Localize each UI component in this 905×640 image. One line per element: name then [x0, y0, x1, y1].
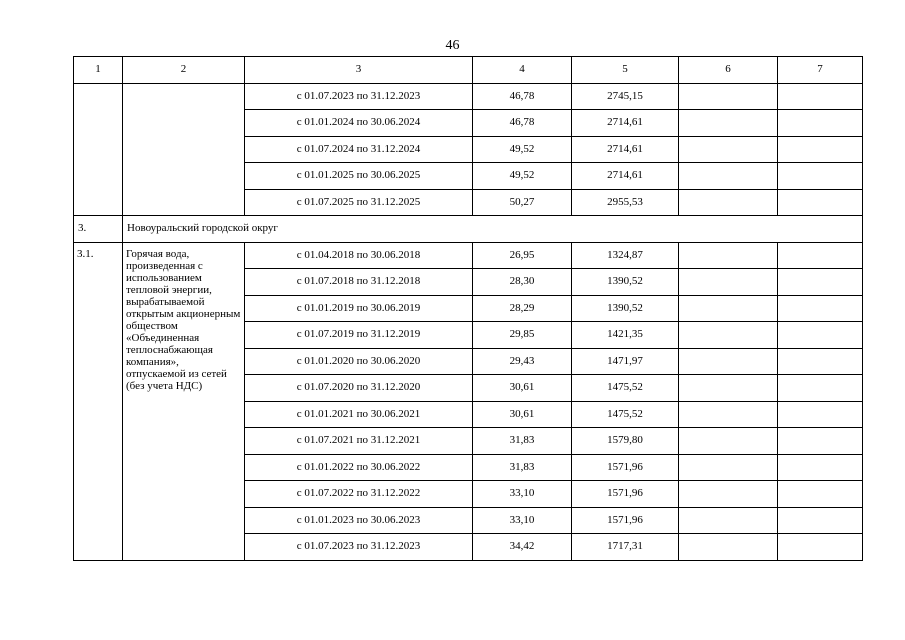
value-cell: 1475,52	[572, 375, 679, 402]
period-cell: с 01.01.2025 по 30.06.2025	[245, 163, 473, 190]
empty-cell	[778, 242, 863, 269]
empty-cell	[778, 269, 863, 296]
empty-cell	[778, 163, 863, 190]
empty-cell	[778, 110, 863, 137]
empty-cell	[679, 401, 778, 428]
table-row	[74, 83, 863, 110]
empty-cell	[679, 348, 778, 375]
empty-cell	[778, 295, 863, 322]
period-cell: с 01.07.2025 по 31.12.2025	[245, 189, 473, 216]
item-description: Горячая вода, произведенная с использованием тепловой энергии, вырабатываемой открытым акционерным обществом «Объединенная теплоснабжающая компания», отпускаемой из сетей (без учета НДС)	[123, 242, 245, 560]
empty-cell	[679, 163, 778, 190]
empty-cell	[778, 375, 863, 402]
value-cell: 34,42	[473, 534, 572, 561]
period-cell: с 01.01.2020 по 30.06.2020	[245, 348, 473, 375]
value-cell: 50,27	[473, 189, 572, 216]
period-cell: с 01.07.2018 по 31.12.2018	[245, 269, 473, 296]
value-cell: 1571,96	[572, 481, 679, 508]
value-cell: 29,85	[473, 322, 572, 349]
empty-cell	[778, 507, 863, 534]
tariff-table	[73, 56, 863, 561]
period-cell: с 01.07.2021 по 31.12.2021	[245, 428, 473, 455]
header-cell: 5	[572, 57, 679, 84]
empty-cell	[679, 534, 778, 561]
value-cell: 1571,96	[572, 507, 679, 534]
empty-cell	[679, 295, 778, 322]
empty-cell	[679, 110, 778, 137]
period-cell: с 01.07.2020 по 31.12.2020	[245, 375, 473, 402]
section-row	[74, 216, 863, 243]
header-cell: 1	[74, 57, 123, 84]
header-cell: 3	[245, 57, 473, 84]
value-cell: 46,78	[473, 110, 572, 137]
item-number: 3.1.	[74, 242, 123, 560]
period-cell: с 01.07.2023 по 31.12.2023	[245, 83, 473, 110]
empty-cell	[778, 189, 863, 216]
empty-cell	[778, 83, 863, 110]
period-cell: с 01.07.2019 по 31.12.2019	[245, 322, 473, 349]
section-title: Новоуральский городской округ	[123, 216, 863, 243]
value-cell: 1390,52	[572, 269, 679, 296]
value-cell: 1471,97	[572, 348, 679, 375]
value-cell: 33,10	[473, 507, 572, 534]
value-cell: 31,83	[473, 454, 572, 481]
empty-cell	[778, 454, 863, 481]
value-cell: 1324,87	[572, 242, 679, 269]
value-cell: 26,95	[473, 242, 572, 269]
value-cell: 28,30	[473, 269, 572, 296]
value-cell: 33,10	[473, 481, 572, 508]
page-number: 46	[445, 38, 460, 53]
empty-cell	[679, 454, 778, 481]
header-cell: 6	[679, 57, 778, 84]
empty-cell	[679, 269, 778, 296]
value-cell: 30,61	[473, 401, 572, 428]
period-cell: с 01.01.2023 по 30.06.2023	[245, 507, 473, 534]
number-cell	[74, 83, 123, 216]
empty-cell	[679, 375, 778, 402]
empty-cell	[778, 136, 863, 163]
value-cell: 2955,53	[572, 189, 679, 216]
header-cell: 2	[123, 57, 245, 84]
empty-cell	[679, 507, 778, 534]
period-cell: с 01.07.2023 по 31.12.2023	[245, 534, 473, 561]
value-cell: 31,83	[473, 428, 572, 455]
value-cell: 1571,96	[572, 454, 679, 481]
value-cell: 1717,31	[572, 534, 679, 561]
empty-cell	[679, 136, 778, 163]
empty-cell	[778, 401, 863, 428]
header-cell: 4	[473, 57, 572, 84]
period-cell: с 01.04.2018 по 30.06.2018	[245, 242, 473, 269]
value-cell: 2714,61	[572, 163, 679, 190]
value-cell: 1579,80	[572, 428, 679, 455]
header-cell: 7	[778, 57, 863, 84]
period-cell: с 01.01.2022 по 30.06.2022	[245, 454, 473, 481]
empty-cell	[778, 428, 863, 455]
empty-cell	[679, 481, 778, 508]
period-cell: с 01.01.2021 по 30.06.2021	[245, 401, 473, 428]
value-cell: 2745,15	[572, 83, 679, 110]
period-cell: с 01.07.2024 по 31.12.2024	[245, 136, 473, 163]
description-cell	[123, 83, 245, 216]
period-cell: с 01.01.2024 по 30.06.2024	[245, 110, 473, 137]
value-cell: 28,29	[473, 295, 572, 322]
empty-cell	[679, 189, 778, 216]
empty-cell	[778, 481, 863, 508]
empty-cell	[778, 534, 863, 561]
empty-cell	[778, 322, 863, 349]
section-number: 3.	[74, 216, 123, 243]
table-row	[74, 242, 863, 269]
value-cell: 49,52	[473, 136, 572, 163]
empty-cell	[679, 322, 778, 349]
value-cell: 29,43	[473, 348, 572, 375]
empty-cell	[679, 242, 778, 269]
period-cell: с 01.01.2019 по 30.06.2019	[245, 295, 473, 322]
value-cell: 30,61	[473, 375, 572, 402]
value-cell: 2714,61	[572, 110, 679, 137]
value-cell: 1390,52	[572, 295, 679, 322]
value-cell: 46,78	[473, 83, 572, 110]
empty-cell	[679, 83, 778, 110]
empty-cell	[778, 348, 863, 375]
empty-cell	[679, 428, 778, 455]
value-cell: 1475,52	[572, 401, 679, 428]
period-cell: с 01.07.2022 по 31.12.2022	[245, 481, 473, 508]
value-cell: 2714,61	[572, 136, 679, 163]
table-header-row	[74, 57, 863, 84]
value-cell: 1421,35	[572, 322, 679, 349]
value-cell: 49,52	[473, 163, 572, 190]
